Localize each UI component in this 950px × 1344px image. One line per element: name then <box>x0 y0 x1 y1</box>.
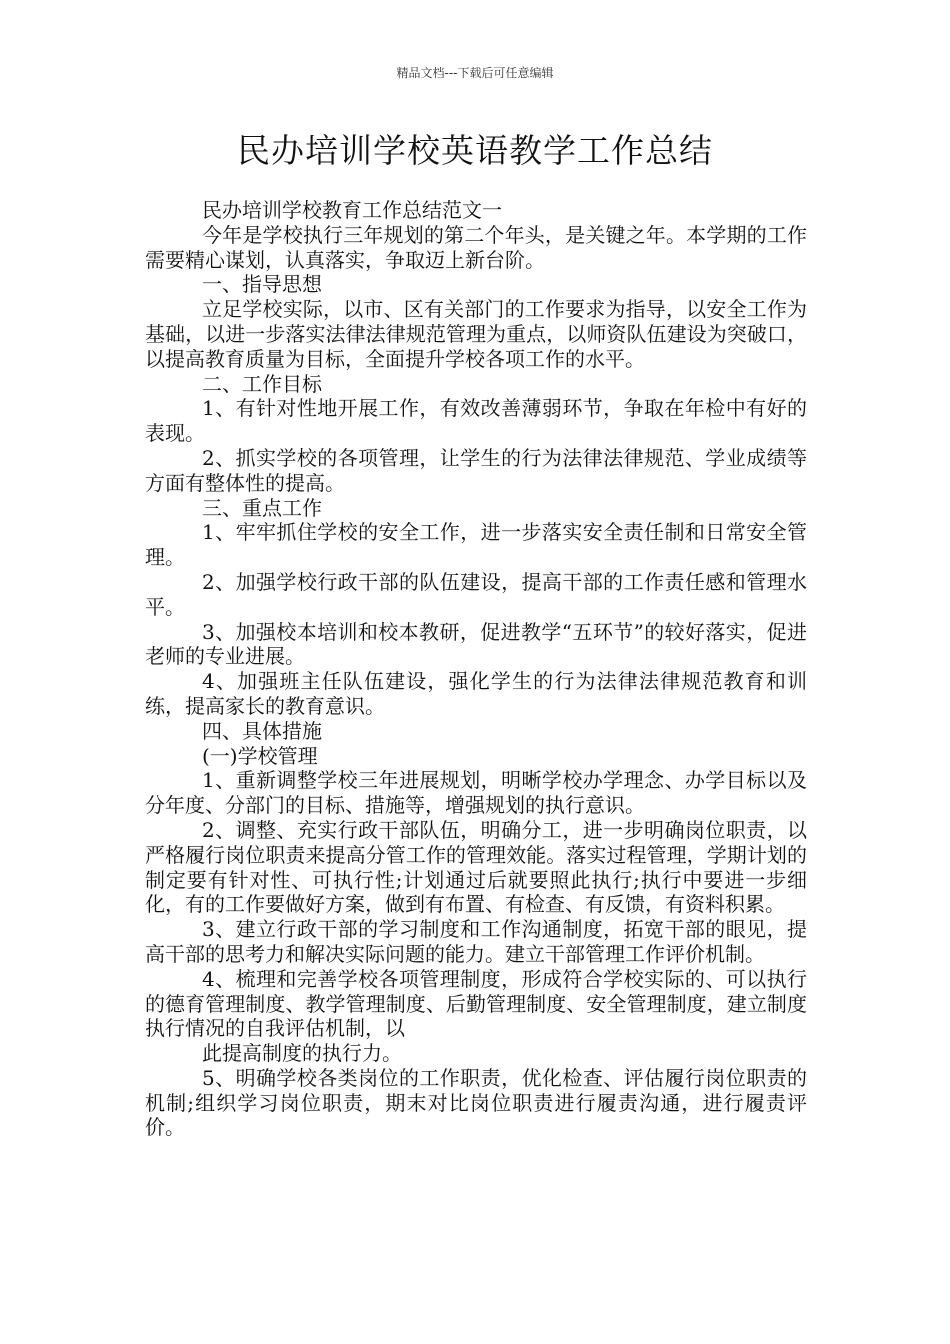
section-heading-guiding-thought: 一、指导思想 <box>202 272 322 297</box>
paragraph: 2、抓实学校的各项管理，让学生的行为法律法律规范、学业成绩等方面有整体性的提高。 <box>145 445 807 495</box>
paragraph: 3、建立行政干部的学习制度和工作沟通制度，拓宽干部的眼见，提高干部的思考力和解决实际问题的能力。建立干部管理工作评价机制。 <box>145 917 807 966</box>
section-heading-key-work: 三、重点工作 <box>202 495 322 520</box>
paragraph: 4、梳理和完善学校各项管理制度，形成符合学校实际的、可以执行的德育管理制度、教学管理制度、后勤管理制度、安全管理制度，建立制度执行情况的自我评估机制，以 <box>145 966 807 1041</box>
paragraph: 立足学校实际，以市、区有关部门的工作要求为指导，以安全工作为基础，以进一步落实法律法律规范管理为重点，以师资队伍建设为突破口，以提高教育质量为目标，全面提升学校各项工作的水平。 <box>145 297 807 371</box>
paragraph-intro-label: 民办培训学校教育工作总结范文一 <box>202 198 502 222</box>
document-title: 民办培训学校英语教学工作总结 <box>237 131 713 170</box>
paragraph-intro: 今年是学校执行三年规划的第二个年头，是关键之年。本学期的工作需要精心谋划，认真落实，争取迈上新台阶。 <box>145 222 807 272</box>
document-header-note: 精品文档---下载后可任意编辑 <box>396 66 554 80</box>
subsection-heading-school-management: (一)学校管理 <box>202 743 318 768</box>
paragraph: 2、加强学校行政干部的队伍建设，提高干部的工作责任感和管理水平。 <box>145 569 807 619</box>
section-heading-measures: 四、具体措施 <box>202 718 322 743</box>
document-body <box>145 198 807 1140</box>
section-heading-work-goals: 二、工作目标 <box>202 371 322 396</box>
paragraph: 3、加强校本培训和校本教研，促进教学“五环节”的较好落实，促进老师的专业进展。 <box>145 619 807 669</box>
paragraph: 1、牢牢抓住学校的安全工作，进一步落实安全责任制和日常安全管理。 <box>145 520 807 570</box>
paragraph: 1、有针对性地开展工作，有效改善薄弱环节，争取在年检中有好的表现。 <box>145 396 807 446</box>
paragraph: 5、明确学校各类岗位的工作职责，优化检查、评估履行岗位职责的机制;组织学习岗位职责，期末对比岗位职责进行履责沟通，进行履责评价。 <box>145 1065 807 1140</box>
paragraph: 1、重新调整学校三年进展规划，明晰学校办学理念、办学目标以及分年度、分部门的目标、措施等，增强规划的执行意识。 <box>145 768 807 818</box>
paragraph: 2、调整、充实行政干部队伍，明确分工，进一步明确岗位职责，以严格履行岗位职责来提高分管工作的管理效能。落实过程管理，学期计划的制定要有针对性、可执行性;计划通过后就要照此执行;执行中要进一步细化，有的工作要做好方案，做到有布置、有检查、有反馈，有资料积累。 <box>145 817 807 917</box>
paragraph: 此提高制度的执行力。 <box>202 1041 402 1066</box>
paragraph: 4、加强班主任队伍建设，强化学生的行为法律法律规范教育和训练，提高家长的教育意识。 <box>145 669 807 718</box>
